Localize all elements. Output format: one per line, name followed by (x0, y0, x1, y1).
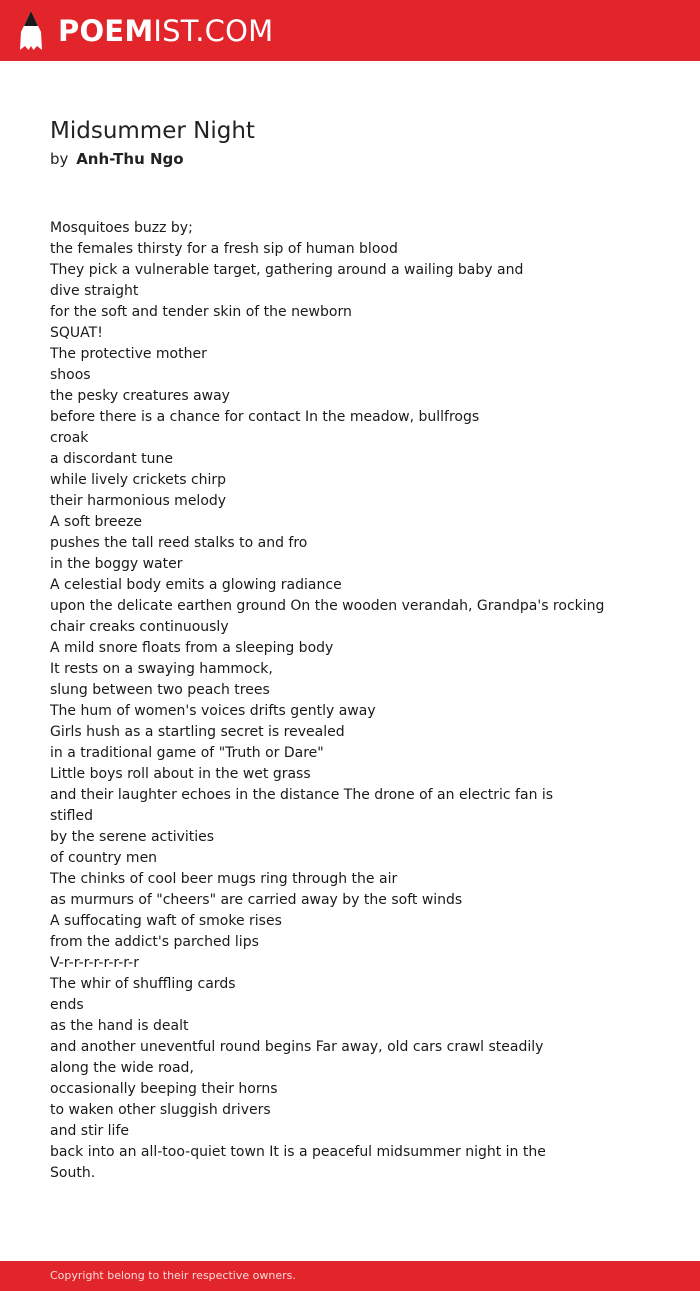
poem-line: while lively crickets chirp (50, 472, 227, 488)
poem-line: the females thirsty for a fresh sip of human blood (50, 241, 398, 257)
site-footer (0, 1261, 700, 1291)
poem-line: pushes the tall reed stalks to and fro (50, 535, 308, 551)
copyright-text: Copyright belong to their respective owners. (50, 1269, 296, 1282)
poem-line: Little boys roll about in the wet grass (50, 766, 311, 782)
poem-line: ends (50, 997, 84, 1013)
poem-byline (50, 148, 184, 170)
poem-line: of country men (50, 850, 158, 866)
poem-line: for the soft and tender skin of the newborn (50, 304, 352, 320)
poem-title: Midsummer Night (50, 118, 255, 144)
poem-line: Mosquitoes buzz by; (50, 220, 193, 236)
poem-line: A soft breeze (50, 514, 143, 530)
site-logo[interactable] (18, 10, 273, 52)
poem-line: and stir life (50, 1123, 129, 1139)
poem-line: stifled (50, 808, 93, 824)
poem-line: and another uneventful round begins Far away, old cars crawl steadily (50, 1039, 544, 1055)
brand-name-bold: POEM (58, 14, 154, 48)
poem-line: as murmurs of "cheers" are carried away by the soft winds (50, 892, 463, 908)
poem-line: upon the delicate earthen ground On the wooden verandah, Grandpa's rocking (50, 598, 605, 614)
poem-line: A celestial body emits a glowing radiance (50, 577, 342, 593)
poem-line: their harmonious melody (50, 493, 227, 509)
poem-line: croak (50, 430, 89, 446)
poem-line: The hum of women's voices drifts gently away (50, 703, 376, 719)
poem-line: slung between two peach trees (50, 682, 270, 698)
by-label: by (50, 150, 69, 168)
poem-line: from the addict's parched lips (50, 934, 259, 950)
poem-line: in a traditional game of "Truth or Dare" (50, 745, 324, 761)
poem-line: as the hand is dealt (50, 1018, 189, 1034)
poem-line: V-r-r-r-r-r-r-r-r (50, 955, 139, 971)
poem-line: A mild snore floats from a sleeping body (50, 640, 334, 656)
poem-line: The chinks of cool beer mugs ring through the air (50, 871, 398, 887)
poem-line: back into an all-too-quiet town It is a peaceful midsummer night in the (50, 1144, 546, 1160)
poem-line: It rests on a swaying hammock, (50, 661, 273, 677)
poem-line: by the serene activities (50, 829, 215, 845)
poem-line: the pesky creatures away (50, 388, 230, 404)
poem-body (50, 218, 650, 1184)
poem-line: a discordant tune (50, 451, 173, 467)
poem-line: Girls hush as a startling secret is revealed (50, 724, 345, 740)
brand-name-light: IST.COM (153, 14, 274, 48)
brand-name (58, 10, 273, 52)
poem-line: The protective mother (50, 346, 207, 362)
poem-line: South. (50, 1165, 96, 1181)
poem-line: They pick a vulnerable target, gathering around a wailing baby and (50, 262, 524, 278)
poem-line: to waken other sluggish drivers (50, 1102, 271, 1118)
poem-line: along the wide road, (50, 1060, 194, 1076)
poem-line: SQUAT! (50, 325, 103, 341)
poem-line: and their laughter echoes in the distance The drone of an electric fan is (50, 787, 554, 803)
site-header (0, 0, 700, 61)
poem-line: chair creaks continuously (50, 619, 229, 635)
poem-line: A suffocating waft of smoke rises (50, 913, 282, 929)
poem-line: dive straight (50, 283, 139, 299)
poem-line: in the boggy water (50, 556, 183, 572)
author-name[interactable]: Anh-Thu Ngo (76, 150, 184, 168)
poem-line: occasionally beeping their horns (50, 1081, 278, 1097)
poem-line: The whir of shuffling cards (50, 976, 236, 992)
poem-line: before there is a chance for contact In the meadow, bullfrogs (50, 409, 480, 425)
poem-line: shoos (50, 367, 91, 383)
pen-nib-icon (18, 10, 44, 52)
